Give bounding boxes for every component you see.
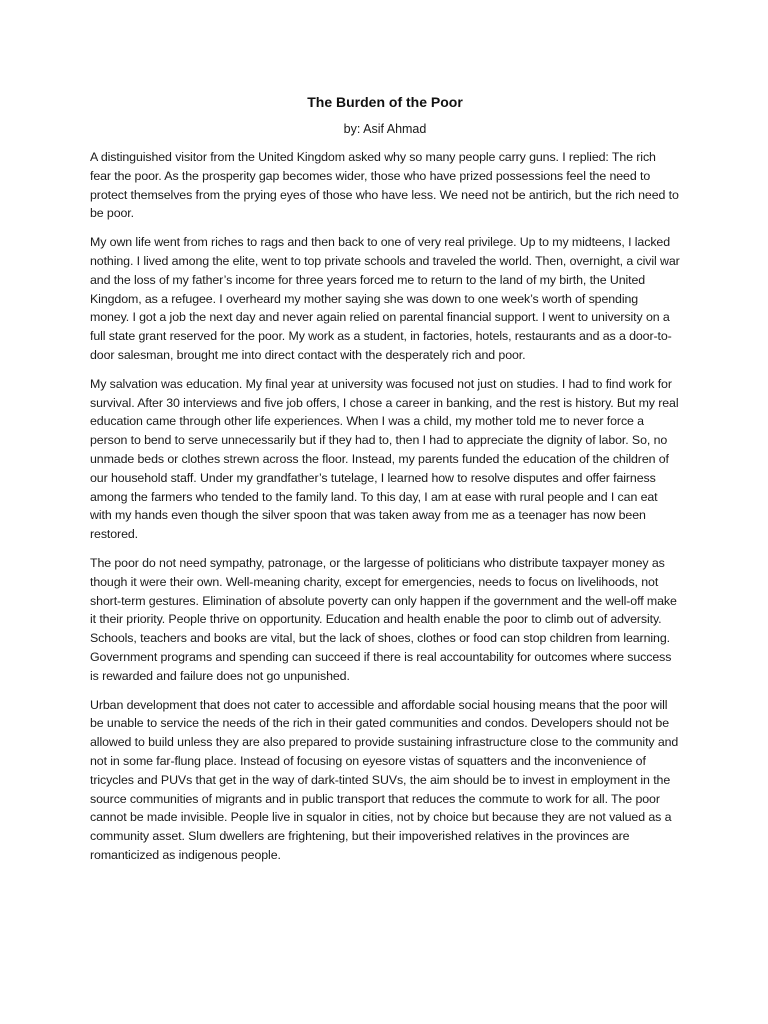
paragraph-5: Urban development that does not cater to accessible and affordable social housing means that the poor will be unable to service the needs of the rich in their gated communities and condos. Developers should not be allowed to build unless they are also prepared to provide sustaining infrastructure close to the community and not in some far-flung place. Instead of focusing on eyesore vistas of squatters and the inconvenience of tricycles and PUVs that get in the way of dark-tinted SUVs, the aim should be to invest in employment in the source communities of migrants and in public transport that reduces the commute to work for all. The poor cannot be made invisible. People live in squalor in cities, not by choice but because they are not valued as a community asset. Slum dwellers are frightening, but their impoverished relatives in the provinces are romanticized as indigenous people. — [90, 697, 679, 862]
paragraph-3: My salvation was education. My final year at university was focused not just on studies. I had to find work for survival. After 30 interviews and five job offers, I chose a career in banking, and the rest is history. But my real education came through other life experiences. When I was a child, my mother told me to never force a person to bend to serve unnecessarily but if they had to, then I had to appreciate the dignity of labor. So, no unmade beds or clothes strewn across the floor. Instead, my parents funded the education of the children of our household staff. Under my grandfather’s tutelage, I learned how to resolve disputes and offer fairness among the farmers who tended to the family land. To this day, I am at ease with rural people and I can eat with my hands even though the silver spoon that was taken away from me as a teenager has now been restored. — [90, 376, 679, 542]
paragraph-4: The poor do not need sympathy, patronage, or the largesse of politicians who distribute taxpayer money as though it were their own. Well-meaning charity, except for emergencies, needs to focus on livelihoods, not short-term gestures. Elimination of absolute poverty can only happen if the government and the well-off make it their priority. People thrive on opportunity. Education and health enable the poor to climb out of adversity. Schools, teachers and books are vital, but the lack of shoes, clothes or food can stop children from learning. Government programs and spending can succeed if there is real accountability for outcomes where success is rewarded and failure does not go unpunished. — [90, 555, 677, 683]
document-title: The Burden of the Poor — [307, 94, 463, 110]
paragraph-2: My own life went from riches to rags and then back to one of very real privilege. Up to my midteens, I lacked nothing. I lived among the elite, went to top private schools and traveled the world. Then, overnight, a civil war and the loss of my father’s income for three years forced me to return to the land of my birth, the United Kingdom, as a refugee. I overheard my mother saying she was down to one week’s worth of spending money. I got a job the next day and never again relied on parental financial support. I went to university on a full state grant reserved for the poor. My work as a student, in factories, hotels, restaurants and as a door-to-door salesman, brought me into direct contact with the desperately rich and poor. — [90, 235, 680, 362]
paragraph-1: A distinguished visitor from the United Kingdom asked why so many people carry guns. I replied: The rich fear the poor. As the prosperity gap becomes wider, those who have prized possessions feel the need to protect themselves from the prying eyes of those who have less. We need not be antirich, but the rich need to be poor. — [90, 150, 679, 221]
document-body — [90, 92, 680, 875]
author-byline: by: Asif Ahmad — [343, 122, 427, 136]
